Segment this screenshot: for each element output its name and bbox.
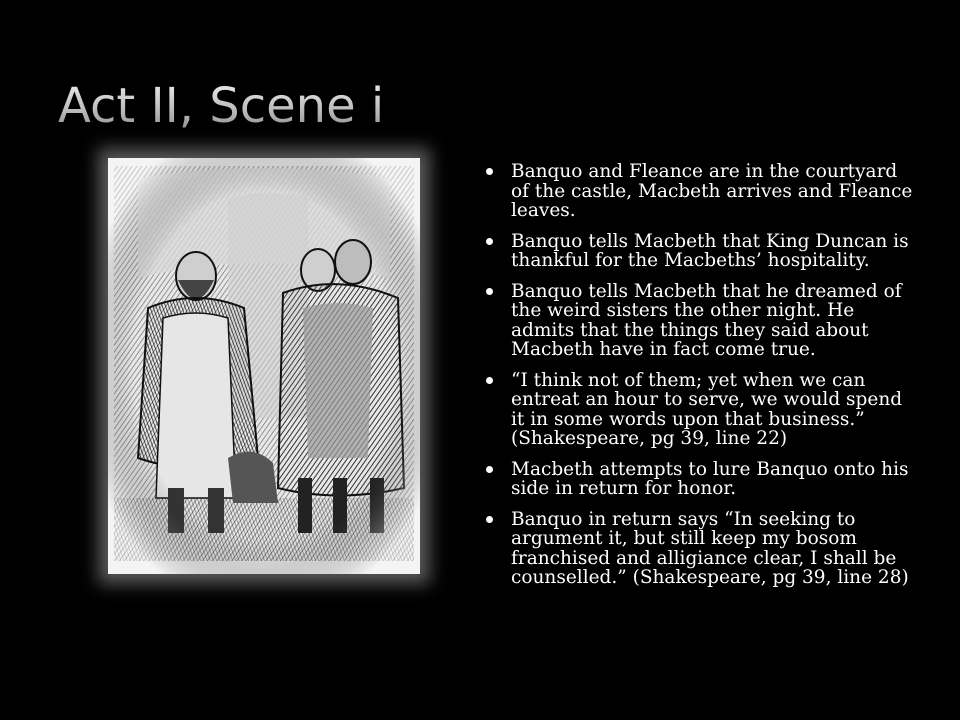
bullet-dot-icon: [486, 288, 493, 295]
slide-title: Act II, Scene i: [58, 78, 385, 134]
bullet-dot-icon: [486, 168, 493, 175]
bullet-text: Banquo tells Macbeth that King Duncan is thankful for the Macbeths’ hospitality.: [511, 230, 909, 271]
bullet-dot-icon: [486, 466, 493, 473]
bullet-item: [486, 232, 916, 271]
bullet-dot-icon: [486, 238, 493, 245]
bullet-text: Banquo tells Macbeth that he dreamed of the weird sisters the other night. He admits that the things they said about Macbeth have in fact come true.: [511, 280, 902, 360]
bullet-item: [486, 162, 916, 221]
bullet-text: Banquo in return says “In seeking to argument it, but still keep my bosom franchised and alligiance clear, I shall be counselled.” (Shakespeare, pg 39, line 28): [511, 508, 909, 588]
bullet-item: [486, 510, 916, 588]
bullet-text: Macbeth attempts to lure Banquo onto his side in return for honor.: [511, 458, 909, 499]
bullet-dot-icon: [486, 516, 493, 523]
bullet-item: [486, 460, 916, 499]
illustration: [108, 158, 420, 574]
bullet-text: Banquo and Fleance are in the courtyard of the castle, Macbeth arrives and Fleance leaves.: [511, 161, 913, 221]
engraving-figures-icon: [108, 158, 420, 574]
bullet-text: “I think not of them; yet when we can entreat an hour to serve, we would spend it in some words upon that business.” (Shakespeare, pg 39, line 22): [511, 369, 903, 449]
bullet-item: [486, 371, 916, 449]
bullet-item: [486, 282, 916, 360]
bullet-list: [486, 162, 916, 599]
bullet-dot-icon: [486, 377, 493, 384]
